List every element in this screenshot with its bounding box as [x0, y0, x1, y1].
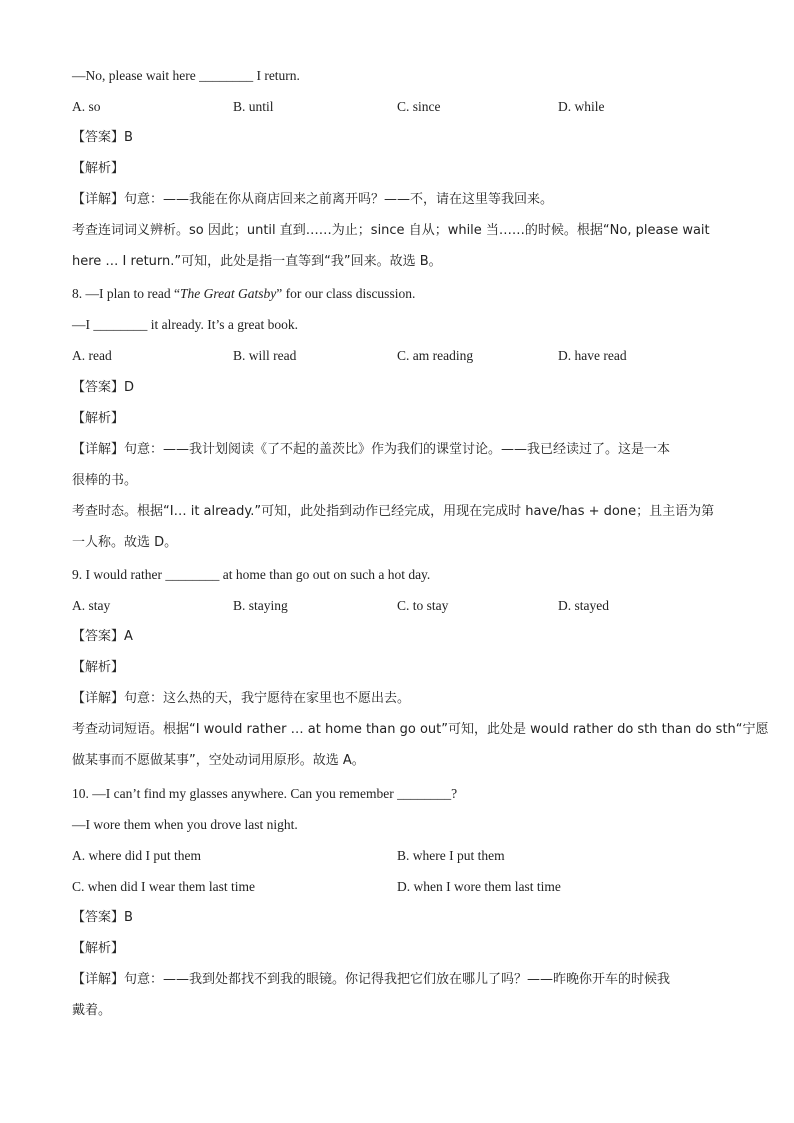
q7-option-b: B. until [233, 99, 274, 114]
q7-option-d: D. while [558, 99, 605, 114]
q10-option-d: D. when I wore them last time [397, 879, 561, 894]
q10-analysis-heading: 【解析】 [72, 941, 125, 956]
q9-option-b: B. staying [233, 598, 288, 613]
q10-answer: 【答案】B [72, 910, 133, 925]
q10-option-a: A. where did I put them [72, 848, 201, 863]
q7-detail: 【详解】句意：——我能在你从商店回来之前离开吗？——不，请在这里等我回来。 [72, 192, 554, 207]
q8-detail-line1: 【详解】句意：——我计划阅读《了不起的盖茨比》作为我们的课堂讨论。——我已经读过了。这是一本 [72, 442, 671, 457]
q8-stem-post: ” for our class discussion. [276, 286, 416, 301]
q10-stem: 10. —I can’t find my glasses anywhere. Can you remember ________? [72, 786, 458, 801]
q8-detail-line2: 很棒的书。 [72, 473, 138, 488]
q9-explanation-line2: 做某事而不愿做某事”，空处动词用原形。故选 A。 [72, 753, 365, 768]
q7-explanation-line2: here … I return.”可知，此处是指一直等到“我”回来。故选 B。 [72, 254, 442, 269]
q7-analysis-heading: 【解析】 [72, 161, 125, 176]
q9-stem: 9. I would rather ________ at home than go out on such a hot day. [72, 567, 431, 582]
q8-option-a: A. read [72, 348, 112, 363]
q8-option-b: B. will read [233, 348, 297, 363]
q8-stem-pre: 8. —I plan to read “ [72, 286, 180, 301]
q8-book-title: The Great Gatsby [179, 286, 277, 301]
q10-option-c: C. when did I wear them last time [72, 879, 255, 894]
q9-answer: 【答案】A [72, 629, 133, 644]
q10-option-b: B. where I put them [397, 848, 505, 863]
q9-analysis-heading: 【解析】 [72, 660, 125, 675]
q9-detail: 【详解】句意：这么热的天，我宁愿待在家里也不愿出去。 [72, 691, 411, 706]
q7-option-a: A. so [72, 99, 101, 114]
q8-reply: —I ________ it already. It’s a great book. [72, 317, 298, 332]
q10-reply: —I wore them when you drove last night. [72, 817, 298, 832]
q7-option-c: C. since [397, 99, 441, 114]
q9-option-d: D. stayed [558, 598, 609, 613]
q10-detail-line1: 【详解】句意：——我到处都找不到我的眼镜。你记得我把它们放在哪儿了吗？——昨晚你开车的时候我 [72, 972, 671, 987]
q8-answer: 【答案】D [72, 380, 135, 395]
q8-stem [72, 285, 415, 303]
q8-option-c: C. am reading [397, 348, 474, 363]
q8-explanation-line1: 考查时态。根据“I… it already.”可知，此处指到动作已经完成，用现在完成时 have/has + done；且主语为第 [72, 504, 715, 519]
q10-detail-line2: 戴着。 [72, 1003, 112, 1018]
q8-analysis-heading: 【解析】 [72, 411, 125, 426]
q7-stem: —No, please wait here ________ I return. [72, 68, 300, 83]
q8-explanation-line2: 一人称。故选 D。 [72, 535, 178, 550]
q9-explanation-line1: 考查动词短语。根据“I would rather … at home than go out”可知，此处是 would rather do sth than do sth“宁愿 [72, 722, 769, 737]
q7-explanation-line1: 考查连词词义辨析。so 因此；until 直到……为止；since 自从；while 当……的时候。根据“No, please wait [72, 223, 710, 238]
q9-option-a: A. stay [72, 598, 111, 613]
q8-option-d: D. have read [558, 348, 627, 363]
q7-answer: 【答案】B [72, 130, 133, 145]
q9-option-c: C. to stay [397, 598, 449, 613]
